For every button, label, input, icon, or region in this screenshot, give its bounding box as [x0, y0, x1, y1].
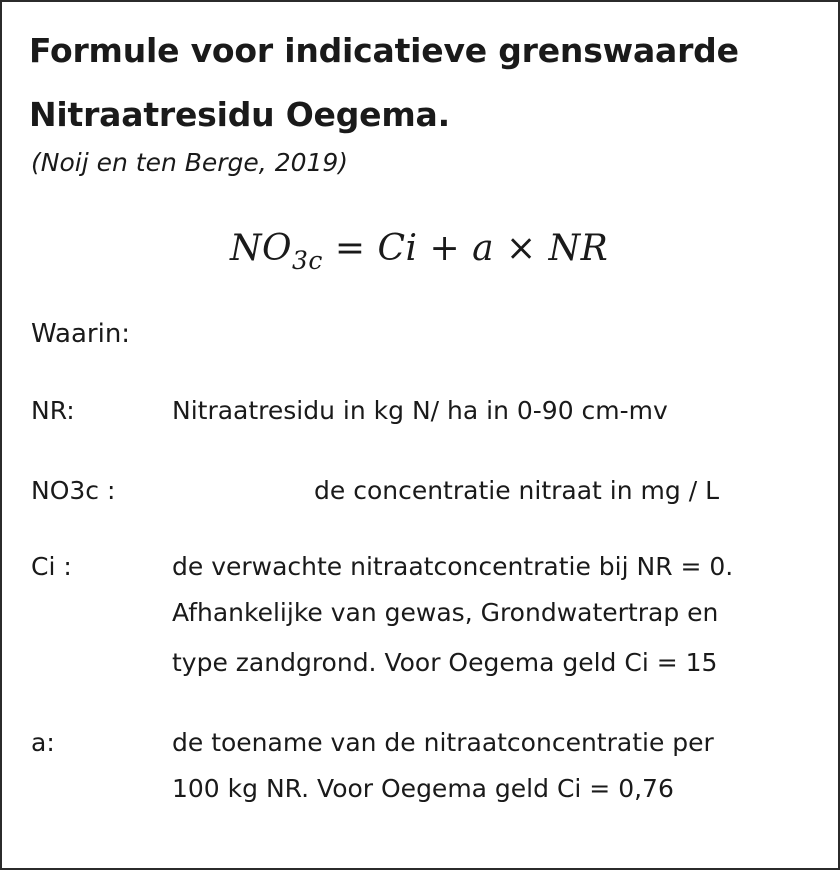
source-citation: (Noij en ten Berge, 2019): [31, 148, 349, 177]
definition-term-nr: NR:: [31, 396, 75, 425]
formula-lhs: NO: [230, 228, 293, 269]
formula-rhs: = Ci + a × NR: [322, 228, 609, 269]
waarin-label: Waarin:: [31, 319, 131, 349]
definition-text-ci-3: type zandgrond. Voor Oegema geld Ci = 15: [172, 648, 718, 677]
title-line-2: Nitraatresidu Oegema.: [29, 95, 450, 134]
definition-text-nr-1: Nitraatresidu in kg N/ ha in 0-90 cm-mv: [172, 396, 668, 425]
definition-term-no3c: NO3c :: [31, 476, 116, 505]
definition-text-no3c-1: de concentratie nitraat in mg / L: [314, 476, 719, 505]
definition-term-ci: Ci :: [31, 552, 72, 581]
definition-text-ci-1: de verwachte nitraatconcentratie bij NR = 0.: [172, 552, 734, 581]
definition-term-a: a:: [31, 728, 55, 757]
definition-text-ci-2: Afhankelijke van gewas, Grondwatertrap en: [172, 598, 719, 627]
formula: [230, 228, 608, 275]
formula-lhs-subscript: 3c: [292, 246, 323, 275]
definition-text-a-2: 100 kg NR. Voor Oegema geld Ci = 0,76: [172, 774, 674, 803]
title-line-1: Formule voor indicatieve grenswaarde: [29, 31, 739, 70]
definition-text-a-1: de toename van de nitraatconcentratie per: [172, 728, 714, 757]
